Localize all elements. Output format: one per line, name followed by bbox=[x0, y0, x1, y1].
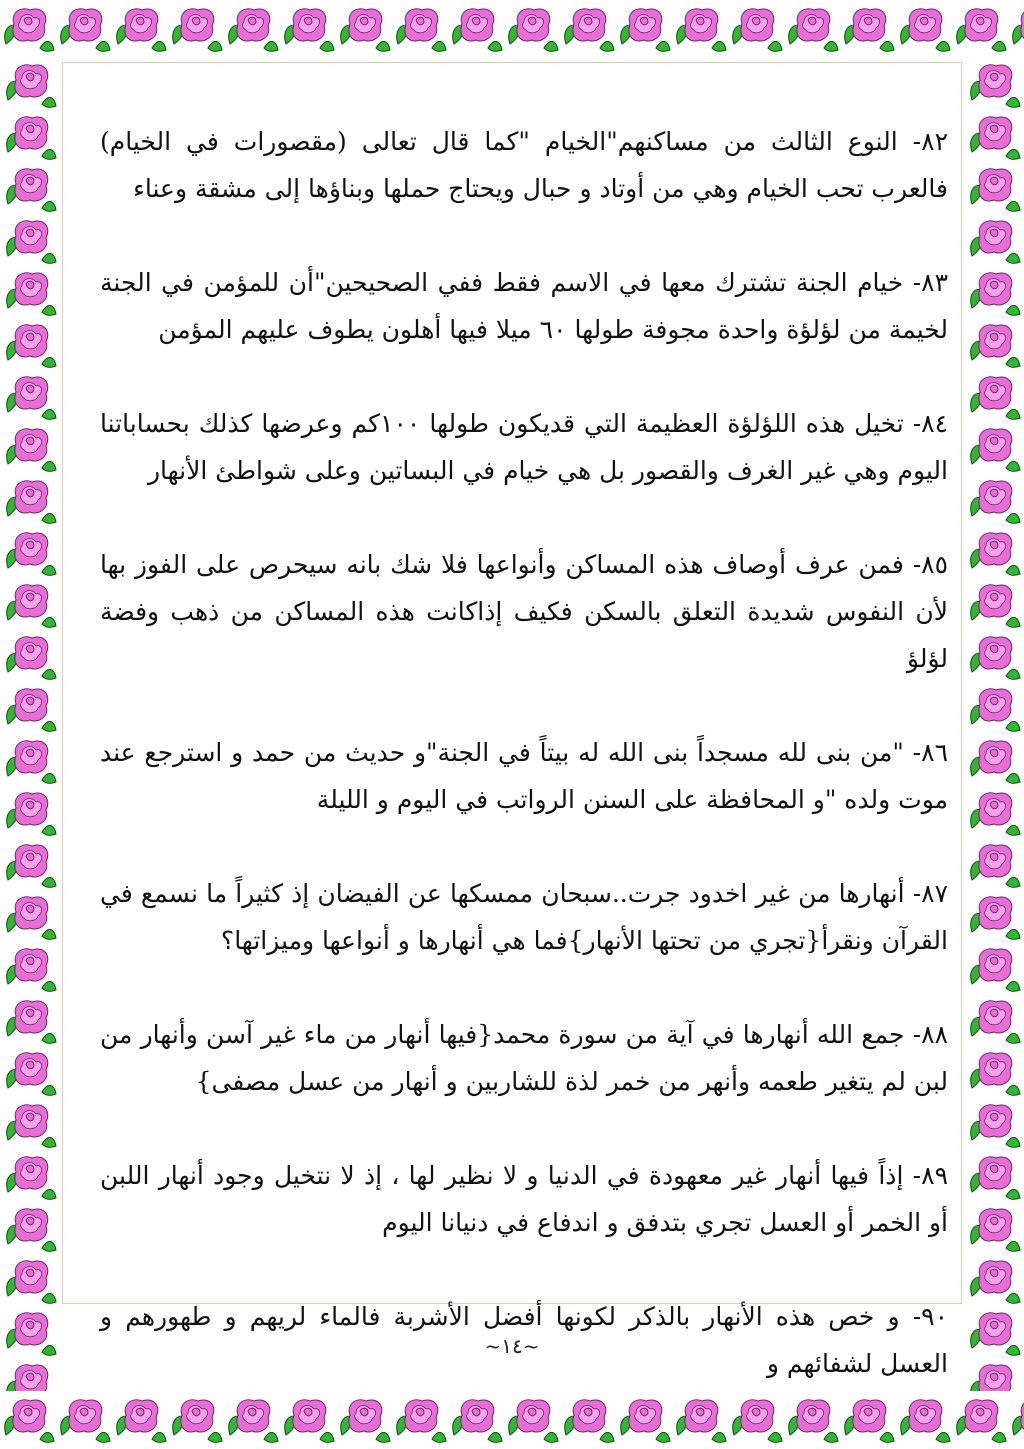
page-body bbox=[100, 118, 948, 1434]
paragraph-88: ٨٨- جمع الله أنهارها في آية من سورة محمد{فيها أنهار من ماء غير آسن وأنهار من لبن لم يتغير طعمه وأنهر من خمر لذة للشاربين و أنهار من عسل مصفى} bbox=[100, 1020, 948, 1096]
paragraph-82: ٨٢- النوع الثالث من مساكنهم"الخيام "كما قال تعالى (مقصورات في الخيام) فالعرب تحب الخيام وهي من أوتاد و حبال ويحتاج حملها وبناؤها إلى مشقة وعناء bbox=[100, 127, 948, 203]
paragraph-89: ٨٩- إذاً فيها أنهار غير معهودة في الدنيا و لا نظير لها ، إذ لا نتخيل وجود أنهار اللبن أو الخمر أو العسل تجري بتدفق و اندفاع في دنيانا اليوم bbox=[100, 1161, 948, 1237]
paragraph-87: ٨٧- أنهارها من غير اخدود جرت..سبحان ممسكها عن الفيضان إذ كثيراً ما نسمع في القرآن ونقرأ{تجري من تحتها الأنهار}فما هي أنهارها و أنواعها وميزاتها؟ bbox=[100, 879, 948, 955]
paragraph-90: ٩٠- و خص هذه الأنهار بالذكر لكونها أفضل الأشربة فالماء لريهم و طهورهم و العسل لشفائهم و bbox=[100, 1302, 948, 1378]
border-right bbox=[964, 58, 1024, 1391]
paragraph-85: ٨٥- فمن عرف أوصاف هذه المساكن وأنواعها فلا شك بانه سيحرص على الفوز بها لأن النفوس شديدة التعلق بالسكن فكيف إذاكانت هذه المساكن من ذهب وفضة لؤلؤ bbox=[100, 550, 948, 673]
page-number: ~١٤~ bbox=[484, 1334, 540, 1358]
paragraph-83: ٨٣- خيام الجنة تشترك معها في الاسم فقط ففي الصحيحين"أن للمؤمن في الجنة لخيمة من لؤلؤة واحدة مجوفة طولها ٦٠ ميلا فيها أهلون يطوف عليهم المؤمن bbox=[100, 268, 948, 344]
border-left bbox=[0, 58, 60, 1391]
paragraph-84: ٨٤- تخيل هذه اللؤلؤة العظيمة التي قديكون طولها ١٠٠كم وعرضها كذلك بحساباتنا اليوم وهي غير الغرف والقصور بل هي خيام في البساتين وعلى شواطئ الأنهار bbox=[100, 409, 948, 485]
paragraph-86: ٨٦- "من بنى لله مسجداً بنى الله له بيتاً في الجنة"و حديث من حمد و استرجع عند موت ولده "و المحافظة على السنن الرواتب في اليوم و الليلة bbox=[100, 738, 948, 814]
border-top bbox=[0, 0, 1024, 58]
